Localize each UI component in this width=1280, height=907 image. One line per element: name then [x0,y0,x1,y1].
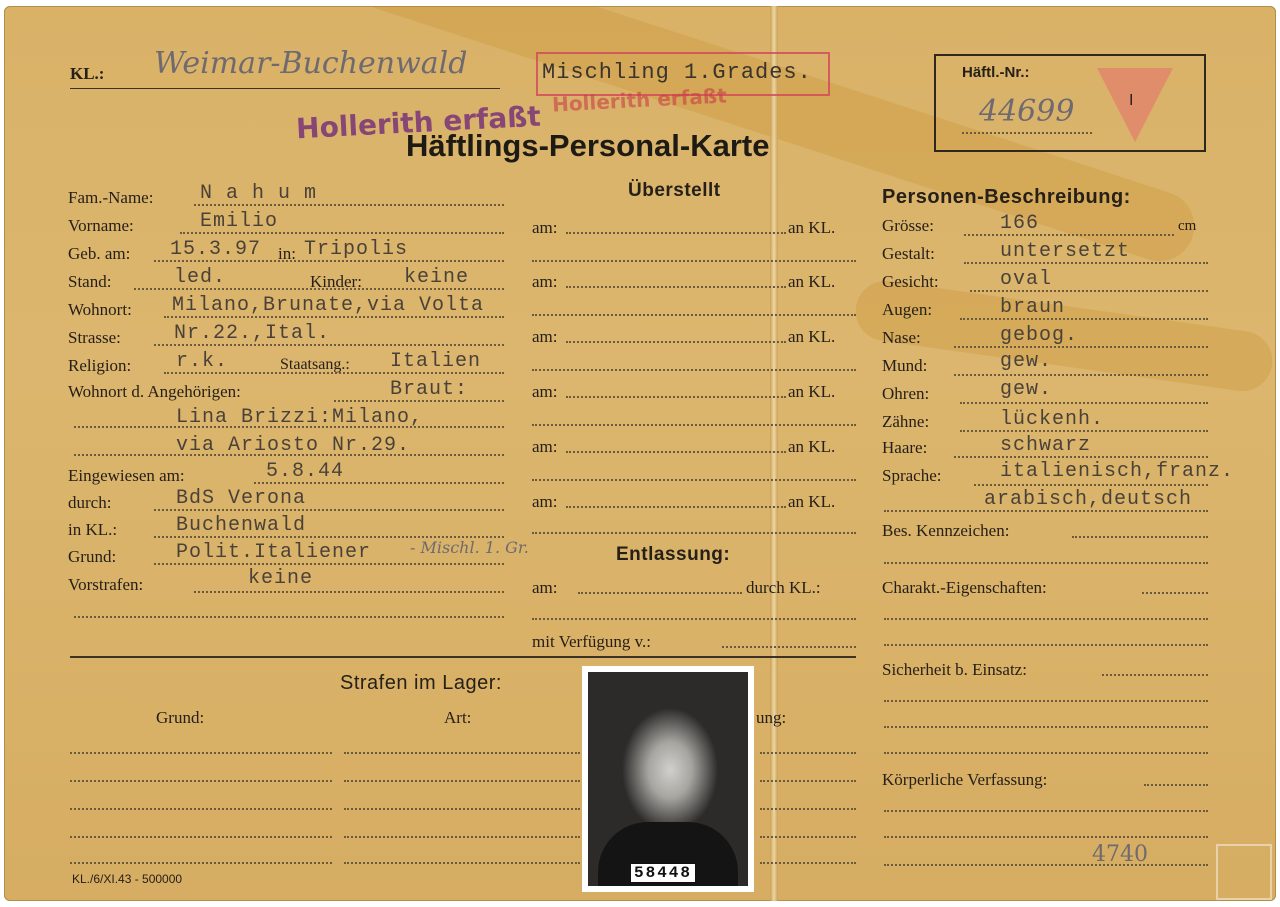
field-line [884,836,1208,838]
groesse-unit: cm [1178,218,1197,234]
transfer-an-kl-label: an KL. [788,382,836,401]
angehoerige-value-3: via Ariosto Nr.29. [176,434,411,457]
field-line [884,864,1208,866]
field-line [884,752,1208,754]
field-line [884,562,1208,564]
angehoerige-label: Wohnort d. Angehörigen: [68,382,241,401]
kinder-value: keine [404,266,470,289]
fam-name-value: N a h u m [200,182,318,205]
triangle-letter: I [1129,92,1134,109]
grund-label: Grund: [68,547,117,566]
field-line [74,616,504,618]
section-rule [70,656,856,658]
fold-line [770,6,778,901]
field-line [760,752,856,754]
field-line [194,591,504,593]
haftling-nr-value: 44699 [979,94,1075,129]
in-label: in: [278,244,296,263]
gesicht-value: oval [1000,268,1053,291]
eingewiesen-label: Eingewiesen am: [68,466,185,485]
transfer-an-kl-label: an KL. [788,272,836,291]
field-line [1144,784,1208,786]
geb-value: 15.3.97 [170,238,262,261]
field-line [964,234,1174,236]
wohnort-value: Milano,Brunate,via Volta [172,294,485,317]
groesse-label: Grösse: [882,216,934,235]
field-line [532,424,856,426]
geb-label: Geb. am: [68,244,131,263]
religion-value: r.k. [176,350,229,373]
gesicht-label: Gesicht: [882,272,939,291]
gestalt-label: Gestalt: [882,244,935,263]
entlassung-am-label: am: [532,578,558,597]
sprache-label: Sprache: [882,466,942,485]
field-line [74,454,504,456]
field-line [960,430,1208,432]
field-line [70,836,332,838]
field-line [760,808,856,810]
field-line [134,288,504,290]
field-line [760,836,856,838]
field-line [954,456,1208,458]
kl-rule [70,88,500,89]
watermark-logo [1216,844,1272,900]
nase-label: Nase: [882,328,921,347]
field-line [566,396,786,398]
field-line [164,316,504,318]
haftling-nr-line [962,132,1092,134]
strafen-bem-label: ung: [756,708,787,727]
field-line [1102,674,1208,676]
field-line [964,262,1208,264]
field-line [154,563,504,565]
field-line [532,532,856,534]
field-line [960,402,1208,404]
triangle-badge [1097,68,1173,142]
kinder-label: Kinder: [310,272,362,291]
zaehne-value: lückenh. [1000,408,1105,431]
angehoerige-value-2: Lina Brizzi:Milano, [176,406,424,429]
field-line [884,810,1208,812]
gestalt-value: untersetzt [1000,240,1131,263]
kl-value: Weimar-Buchenwald [154,46,468,81]
wohnort-label: Wohnort: [68,300,132,319]
field-line [884,510,1208,512]
field-line [194,204,504,206]
field-line [532,369,856,371]
ohren-value: gew. [1000,378,1053,401]
field-line [722,646,856,648]
strafen-art-label: Art: [444,708,472,727]
religion-label: Religion: [68,356,132,375]
groesse-value: 166 [1000,212,1040,235]
field-line [164,372,504,374]
strafen-heading: Strafen im Lager: [340,672,502,694]
field-line [566,341,786,343]
transfer-am-label: am: [532,492,558,511]
stand-value: led. [174,266,227,289]
prisoner-card [4,6,1276,901]
field-line [532,314,856,316]
field-line [884,700,1208,702]
field-line [760,862,856,864]
field-line [254,482,504,484]
stamp-mischling-under: Hollerith erfaßt [551,83,728,117]
bottom-number: 4740 [1092,842,1148,867]
field-line [154,260,504,262]
stand-label: Stand: [68,272,112,291]
in-value: Tripolis [304,238,409,261]
vorstrafen-label: Vorstrafen: [68,575,144,594]
field-line [344,808,580,810]
field-line [974,484,1208,486]
entlassung-heading: Entlassung: [616,544,731,565]
staatsang-value: Italien [390,350,482,373]
field-line [954,346,1208,348]
vorname-value: Emilio [200,210,279,233]
stamp-mischling: Mischling 1.Grades. [542,60,812,85]
field-line [154,509,504,511]
prisoner-photo [582,666,754,892]
field-line [70,780,332,782]
field-line [566,451,786,453]
field-line [344,836,580,838]
field-line [566,286,786,288]
haare-label: Haare: [882,438,928,457]
angehoerige-value-1: Braut: [390,378,469,401]
sprache-value-1: italienisch,franz. [1000,460,1235,483]
augen-value: braun [1000,296,1066,319]
field-line [70,752,332,754]
field-line [532,260,856,262]
transfer-an-kl-label: an KL. [788,327,836,346]
grund-handwritten: - Mischl. 1. Gr. [410,538,529,557]
field-line [180,232,504,234]
field-line [344,752,580,754]
nase-value: gebog. [1000,324,1079,347]
transfer-an-kl-label: an KL. [788,218,836,237]
field-line [884,618,1208,620]
transfer-am-label: am: [532,218,558,237]
kl-label: KL.: [70,64,105,83]
field-line [884,726,1208,728]
in-kl-label: in KL.: [68,520,118,539]
field-line [532,618,856,620]
ueberstellt-heading: Überstellt [628,180,721,201]
field-line [1072,536,1208,538]
in-kl-value: Buchenwald [176,514,307,537]
mund-value: gew. [1000,350,1053,373]
fam-name-label: Fam.-Name: [68,188,154,207]
augen-label: Augen: [882,300,933,319]
eingewiesen-value: 5.8.44 [266,460,345,483]
photo-portrait [588,672,748,886]
photo-number: 58448 [630,863,696,883]
field-line [334,400,504,402]
vorname-label: Vorname: [68,216,134,235]
charakter-label: Charakt.-Eigenschaften: [882,578,1047,597]
description-heading: Personen-Beschreibung: [882,186,1131,208]
verfuegung-label: mit Verfügung v.: [532,632,651,651]
card-title: Häftlings-Personal-Karte [406,128,770,163]
sprache-value-2: arabisch,deutsch [984,488,1193,511]
grund-value: Polit.Italiener [176,541,372,564]
durch-label: durch: [68,493,112,512]
stamp-hollerith: Hollerith erfaßt [295,99,542,146]
field-line [1142,592,1208,594]
durch-kl-label: durch KL.: [746,578,821,597]
field-line [566,506,786,508]
field-line [954,374,1208,376]
field-line [154,344,504,346]
transfer-an-kl-label: an KL. [788,492,836,511]
durch-value: BdS Verona [176,487,307,510]
zaehne-label: Zähne: [882,412,930,431]
mund-label: Mund: [882,356,928,375]
transfer-an-kl-label: an KL. [788,437,836,456]
transfer-am-label: am: [532,437,558,456]
field-line [970,290,1208,292]
footer-code: KL./6/XI.43 - 500000 [72,872,183,886]
sicherheit-label: Sicherheit b. Einsatz: [882,660,1027,679]
strafen-grund-label: Grund: [156,708,205,727]
field-line [70,808,332,810]
ohren-label: Ohren: [882,384,930,403]
field-line [532,479,856,481]
field-line [566,232,786,234]
field-line [884,644,1208,646]
vorstrafen-value: keine [248,567,314,590]
haftling-nr-label: Häftl.-Nr.: [962,64,1030,81]
field-line [960,318,1208,320]
field-line [344,780,580,782]
transfer-am-label: am: [532,272,558,291]
haare-value: schwarz [1000,434,1092,457]
transfer-am-label: am: [532,327,558,346]
kennzeichen-label: Bes. Kennzeichen: [882,521,1010,540]
field-line [344,862,580,864]
field-line [578,592,742,594]
field-line [760,780,856,782]
strasse-label: Strasse: [68,328,121,347]
strasse-value: Nr.22.,Ital. [174,322,331,345]
field-line [74,426,504,428]
staatsang-label: Staatsang.: [280,356,350,373]
transfer-am-label: am: [532,382,558,401]
verfassung-label: Körperliche Verfassung: [882,770,1048,789]
field-line [70,862,332,864]
